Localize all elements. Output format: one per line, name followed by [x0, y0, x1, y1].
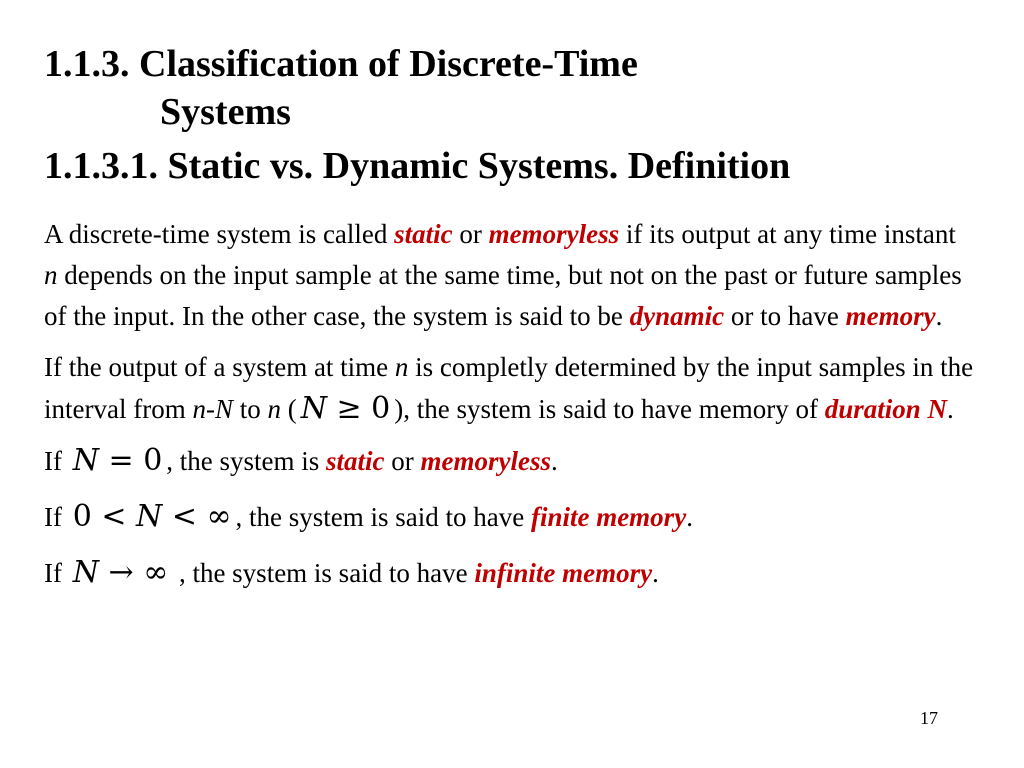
math-N-geq-0 — [301, 391, 391, 426]
text: . — [686, 502, 693, 532]
math-lower-bound: 0 < — [72, 499, 137, 534]
text: If — [44, 502, 69, 532]
title-line-2: Systems — [160, 91, 291, 133]
paragraph-definition — [44, 214, 974, 337]
title-line-1: 1.1.3. Classification of Discrete-Time — [44, 43, 638, 85]
text: If — [44, 558, 69, 588]
text: , the system is said to have — [172, 558, 475, 588]
term-static: static — [394, 219, 453, 249]
text: . — [935, 301, 943, 331]
math-variable-N: N — [136, 499, 163, 534]
math-N-to-inf — [73, 555, 168, 590]
paragraph-static-case — [44, 440, 974, 482]
term-duration-N: duration N — [824, 394, 947, 424]
slide-body — [44, 214, 974, 608]
math-variable-N: N — [72, 443, 99, 478]
text: If the output of a system at time — [44, 352, 395, 382]
term-dynamic: dynamic — [629, 301, 725, 331]
math-variable-N: N — [300, 391, 327, 426]
text: , the system is said to have — [235, 502, 531, 532]
text: . — [652, 558, 659, 588]
math-variable-N: N — [72, 555, 99, 590]
math-N-eq-0 — [73, 443, 163, 478]
term-finite-memory: finite memory — [530, 502, 687, 532]
text: ( — [280, 394, 297, 424]
variable-n: n — [267, 394, 281, 424]
math-arrow-infinity: → ∞ — [98, 555, 169, 590]
text: , the system is — [166, 446, 327, 476]
text: . — [551, 446, 558, 476]
section-heading: 1.1.3.1. Static vs. Dynamic Systems. Definition — [44, 145, 791, 187]
text: . — [946, 394, 954, 424]
text: or — [452, 219, 489, 249]
variable-n-minus-N: n-N — [192, 394, 233, 424]
text: ), the system is said to have memory of — [394, 394, 825, 424]
math-upper-bound: < ∞ — [162, 499, 232, 534]
term-memory: memory — [845, 301, 936, 331]
term-static: static — [326, 446, 385, 476]
paragraph-infinite-case — [44, 552, 974, 594]
term-memoryless: memoryless — [420, 446, 552, 476]
slide-title — [44, 40, 1004, 190]
paragraph-duration — [44, 347, 974, 430]
text: is completly determined by the input samples in the interval from — [44, 352, 974, 424]
math-0-lt-N-lt-inf — [73, 499, 232, 534]
term-memoryless: memoryless — [488, 219, 620, 249]
text: If — [44, 446, 69, 476]
variable-n: n — [44, 260, 58, 290]
math-relation: ≥ 0 — [326, 391, 391, 426]
math-relation: = 0 — [98, 443, 163, 478]
variable-n: n — [394, 352, 409, 382]
text: or to have — [724, 301, 846, 331]
text: or — [384, 446, 421, 476]
text: depends on the input sample at the same time, but not on the past or future samples of the input. In the other case, the system is said to be — [44, 260, 962, 331]
text: A discrete-time system is called — [44, 219, 395, 249]
page-number: 17 — [920, 708, 938, 728]
paragraph-finite-case — [44, 496, 974, 538]
text: to — [232, 394, 268, 424]
term-infinite-memory: infinite memory — [474, 558, 653, 588]
text: if its output at any time instant — [619, 219, 956, 249]
